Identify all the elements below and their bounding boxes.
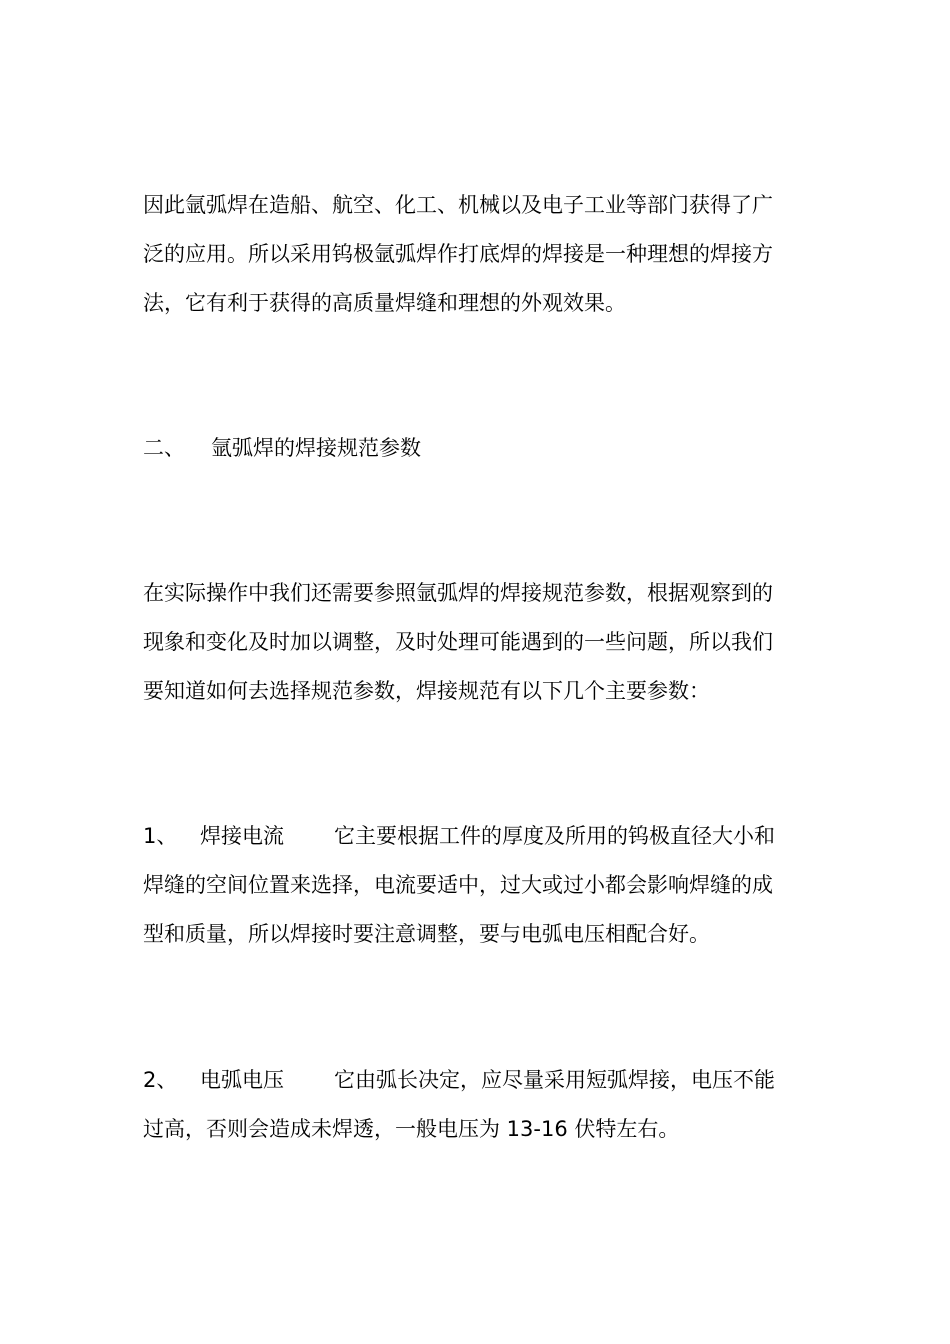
item-line: 过高，否则会造成未焊透，一般电压为 13-16 伏特左右。: [143, 1117, 680, 1141]
item-term: 电弧电压: [200, 1068, 284, 1092]
item-first-line: [143, 1056, 811, 1105]
params-intro-line: 在实际操作中我们还需要参照氩弧焊的焊接规范参数，根据观察到的: [143, 581, 773, 605]
section-title: 氩弧焊的焊接规范参数: [211, 436, 421, 460]
intro-line: 泛的应用。所以采用钨极氩弧焊作打底焊的焊接是一种理想的焊接方: [143, 242, 773, 266]
item-line: 型和质量，所以焊接时要注意调整，要与电弧电压相配合好。: [143, 922, 710, 946]
list-item-welding-current: [143, 812, 811, 959]
item-number: 1、: [143, 824, 178, 848]
intro-line: 法，它有利于获得的高质量焊缝和理想的外观效果。: [143, 291, 626, 315]
params-intro-paragraph: [143, 569, 811, 716]
section-number: 二、: [143, 436, 185, 460]
item-term: 焊接电流: [200, 824, 284, 848]
intro-line: 因此氩弧焊在造船、航空、化工、机械以及电子工业等部门获得了广: [143, 193, 773, 217]
item-text: 它由弧长决定，应尽量采用短弧焊接，电压不能: [334, 1068, 775, 1092]
section-heading: [143, 424, 421, 473]
list-item-arc-voltage: [143, 1056, 811, 1154]
params-intro-line: 要知道如何去选择规范参数，焊接规范有以下几个主要参数：: [143, 679, 710, 703]
item-line: 焊缝的空间位置来选择，电流要适中，过大或过小都会影响焊缝的成: [143, 873, 773, 897]
item-first-line: [143, 812, 811, 861]
intro-paragraph: [143, 181, 811, 328]
item-text: 它主要根据工件的厚度及所用的钨极直径大小和: [334, 824, 775, 848]
item-number: 2、: [143, 1068, 178, 1092]
params-intro-line: 现象和变化及时加以调整，及时处理可能遇到的一些问题，所以我们: [143, 630, 773, 654]
